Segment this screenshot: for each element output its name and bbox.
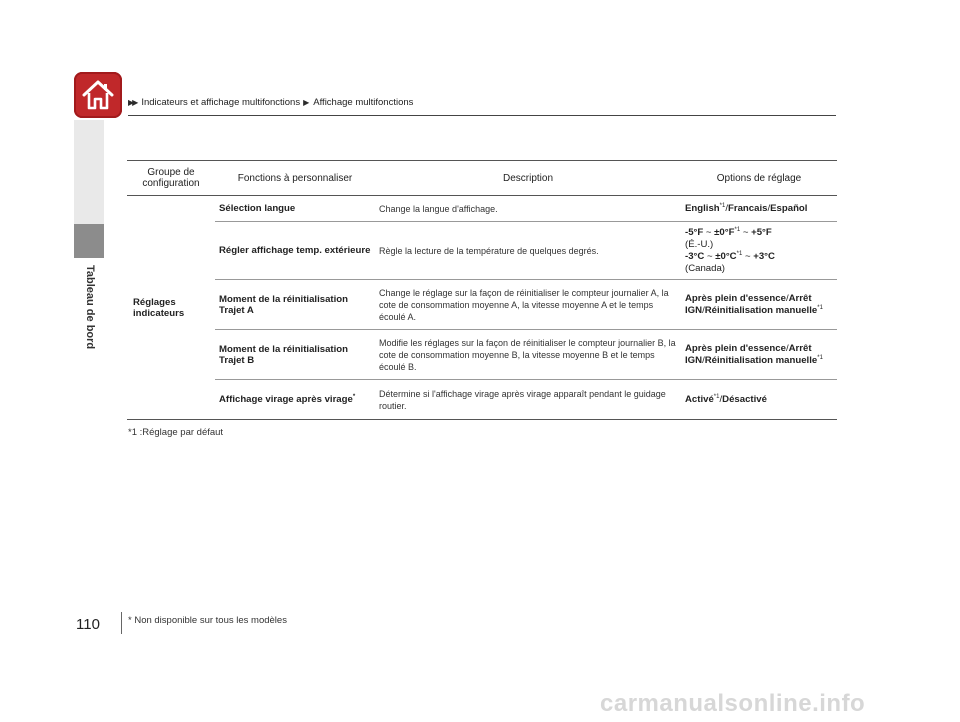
function-description: Change la langue d'affichage. bbox=[375, 196, 681, 222]
option-value: Francais bbox=[728, 202, 768, 214]
option-value: ~ bbox=[740, 226, 752, 238]
option-value: Activé bbox=[685, 393, 714, 405]
header-group: Groupe de configuration bbox=[127, 161, 215, 196]
function-options bbox=[681, 280, 837, 330]
double-triangle-right-icon: ▶▶ bbox=[128, 97, 137, 107]
table-row bbox=[127, 280, 837, 330]
function-description: Change le réglage sur la façon de réinitialiser le compteur journalier A, la cote de consommation moyenne A, la vitesse moyenne A et le temps écoulé A. bbox=[375, 280, 681, 330]
settings-table bbox=[127, 160, 837, 420]
option-value: Arrêt IGN bbox=[685, 292, 812, 316]
option-value: English bbox=[685, 202, 720, 214]
function-note: * bbox=[352, 393, 356, 400]
option-value: Après plein d'essence bbox=[685, 292, 786, 304]
option-value: (É.-U.) bbox=[685, 238, 714, 250]
option-value: (Canada) bbox=[685, 262, 725, 274]
function-options bbox=[681, 330, 837, 380]
triangle-right-icon: ▶ bbox=[303, 97, 310, 107]
option-line bbox=[685, 227, 833, 239]
option-value: +3°C bbox=[753, 250, 775, 262]
option-note: *1 bbox=[817, 354, 823, 361]
option-value: Réinitialisation manuelle bbox=[704, 304, 818, 316]
function-description: Règle la lecture de la température de quelques degrés. bbox=[375, 222, 681, 280]
sidebar-tab-active[interactable] bbox=[74, 224, 104, 258]
option-value: Español bbox=[770, 202, 808, 214]
option-note: *1 bbox=[719, 202, 726, 209]
option-value: -5°F bbox=[685, 226, 704, 238]
function-name bbox=[215, 380, 375, 420]
function-description: Modifie les réglages sur la façon de réinitialiser le compteur journalier B, la cote de consommation moyenne B, la vitesse moyenne B et le temps écoulé B. bbox=[375, 330, 681, 380]
table-row bbox=[127, 330, 837, 380]
breadcrumb-item-multi-display[interactable]: Affichage multifonctions bbox=[313, 96, 414, 108]
sidebar-section-label[interactable]: Tableau de bord bbox=[84, 265, 96, 350]
function-name: Régler affichage temp. extérieure bbox=[215, 222, 375, 280]
function-name-text: Affichage virage après virage bbox=[219, 394, 353, 405]
option-note: *1 bbox=[734, 226, 741, 233]
header-function: Fonctions à personnaliser bbox=[215, 161, 375, 196]
sidebar-track bbox=[74, 120, 104, 224]
home-icon bbox=[81, 79, 115, 111]
header-description: Description bbox=[375, 161, 681, 196]
function-name: Moment de la réinitialisation Trajet B bbox=[215, 330, 375, 380]
function-options bbox=[681, 196, 837, 222]
breadcrumb bbox=[128, 95, 413, 109]
function-options bbox=[681, 222, 837, 280]
table-row bbox=[127, 196, 837, 222]
table-header-row bbox=[127, 161, 837, 196]
option-value: / bbox=[785, 292, 789, 304]
option-value: ±0°F bbox=[714, 226, 735, 238]
option-value: ~ bbox=[704, 250, 716, 262]
option-value: / bbox=[785, 342, 789, 354]
header-divider bbox=[128, 115, 836, 116]
page-number: 110 bbox=[76, 616, 100, 633]
option-value: ±0°C bbox=[715, 250, 737, 262]
table-footnote: *1 :Réglage par défaut bbox=[128, 427, 224, 438]
option-note: *1 bbox=[817, 304, 823, 311]
header-options: Options de réglage bbox=[681, 161, 837, 196]
function-options bbox=[681, 380, 837, 420]
option-value: Après plein d'essence bbox=[685, 342, 786, 354]
option-note: *1 bbox=[713, 393, 720, 400]
option-value: ~ bbox=[703, 226, 715, 238]
table-row bbox=[127, 222, 837, 280]
option-value: +5°F bbox=[751, 226, 772, 238]
function-name: Sélection langue bbox=[215, 196, 375, 222]
option-line bbox=[685, 251, 833, 263]
function-name: Moment de la réinitialisation Trajet A bbox=[215, 280, 375, 330]
option-line bbox=[685, 263, 833, 275]
page-divider bbox=[121, 612, 122, 634]
option-value: / bbox=[702, 304, 705, 316]
function-description: Détermine si l'affichage virage après virage apparaît pendant le guidage routier. bbox=[375, 380, 681, 420]
option-value: / bbox=[719, 393, 723, 405]
option-value: / bbox=[767, 202, 771, 214]
page-note: * Non disponible sur tous les modèles bbox=[128, 615, 287, 626]
breadcrumb-item-indicators[interactable]: Indicateurs et affichage multifonctions bbox=[141, 96, 301, 108]
option-value: / bbox=[702, 354, 705, 366]
option-value: Désactivé bbox=[722, 393, 767, 405]
group-label: Réglages indicateurs bbox=[127, 196, 215, 420]
option-value: -3°C bbox=[685, 250, 705, 262]
option-value: Réinitialisation manuelle bbox=[704, 354, 818, 366]
option-line bbox=[685, 239, 833, 251]
option-note: *1 bbox=[736, 250, 743, 257]
table-row bbox=[127, 380, 837, 420]
home-button[interactable] bbox=[74, 72, 122, 118]
watermark: carmanualsonline.info bbox=[600, 690, 866, 717]
option-value: / bbox=[725, 202, 728, 214]
option-value: Arrêt IGN bbox=[685, 342, 812, 366]
option-value: ~ bbox=[742, 250, 754, 262]
